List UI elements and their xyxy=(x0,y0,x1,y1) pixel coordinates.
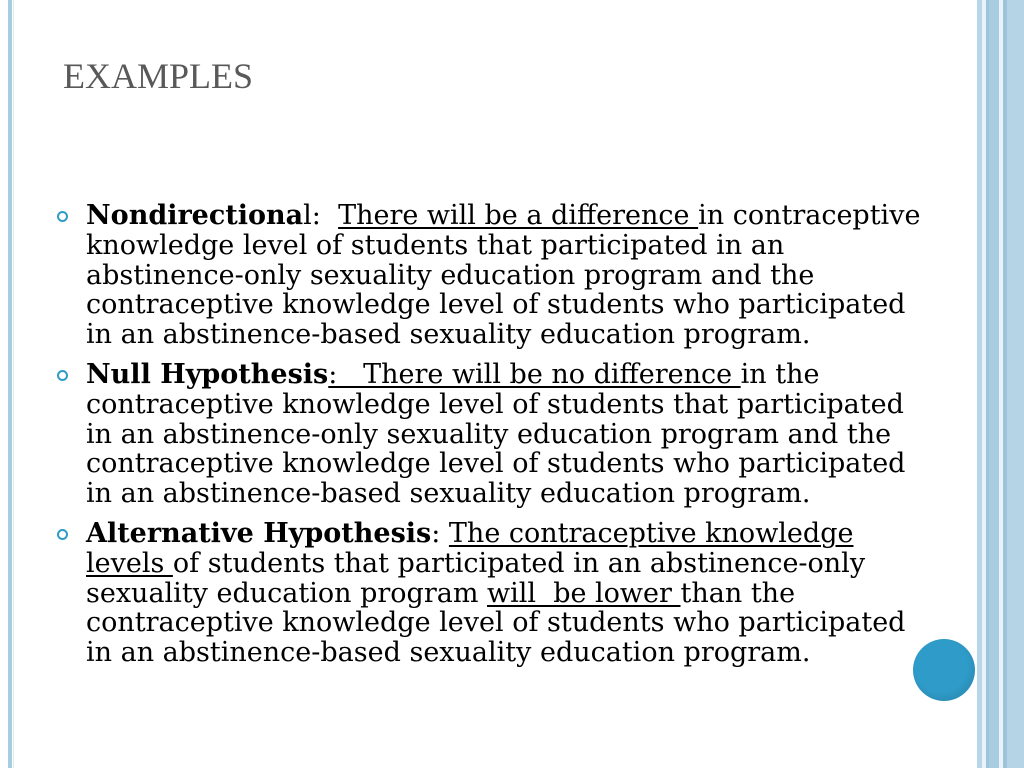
line-text: of students that participated in an abstinence-only xyxy=(172,547,866,579)
line-text: in contraceptive xyxy=(698,200,921,231)
left-border-line xyxy=(8,0,12,768)
bullet-item-null-hypothesis xyxy=(86,360,966,509)
bullet-item-nondirectional xyxy=(86,201,966,350)
underlined-phrase: There will be a difference xyxy=(338,200,699,231)
bullet-line xyxy=(86,360,966,390)
bullet-line xyxy=(86,519,966,549)
bullet-line: contraceptive knowledge level of students who participated xyxy=(86,289,906,321)
right-stripe xyxy=(989,0,999,768)
bullet-line xyxy=(86,549,966,579)
left-border-line-thin xyxy=(13,0,14,768)
bullet-line: contraceptive knowledge level of students that participated xyxy=(86,388,904,420)
underlined-phrase: will be lower xyxy=(487,577,681,609)
bullet-list xyxy=(86,201,966,678)
bullet-line: abstinence-only sexuality education program and the xyxy=(86,259,815,291)
line-text: sexuality education program xyxy=(86,577,488,609)
bullet-line: in an abstinence-based sexuality education program. xyxy=(86,319,811,351)
underlined-phrase: : There will be no difference xyxy=(328,358,741,390)
bullet-line: in an abstinence-based sexuality education program. xyxy=(86,478,811,510)
bullet-line: in an abstinence-only sexuality education program and the xyxy=(86,418,892,450)
bullet-line xyxy=(86,579,966,609)
term-label: Null Hypothesis xyxy=(86,358,329,390)
slide-title: EXAMPLES xyxy=(63,56,254,96)
underlined-phrase: levels xyxy=(86,547,173,579)
term-suffix: l: xyxy=(303,200,339,231)
accent-circle xyxy=(913,639,975,701)
ring-bullet-icon xyxy=(57,529,68,540)
line-text: than the xyxy=(680,577,796,609)
bullet-line xyxy=(86,201,966,231)
term-suffix: : xyxy=(431,517,449,549)
term-label: Nondirectiona xyxy=(86,200,304,231)
right-stripe xyxy=(1007,0,1024,768)
line-text: in the xyxy=(740,358,820,390)
bullet-item-alternative-hypothesis xyxy=(86,519,966,668)
bullet-line: contraceptive knowledge level of students who participated xyxy=(86,448,906,480)
ring-bullet-icon xyxy=(57,211,68,222)
bullet-line: contraceptive knowledge level of students who participated xyxy=(86,607,906,639)
bullet-line: in an abstinence-based sexuality education program. xyxy=(86,637,811,669)
term-label: Alternative Hypothesis xyxy=(86,517,432,549)
ring-bullet-icon xyxy=(57,370,68,381)
underlined-phrase: The contraceptive knowledge xyxy=(448,517,854,549)
bullet-line: knowledge level of students that participated in an xyxy=(86,229,785,261)
